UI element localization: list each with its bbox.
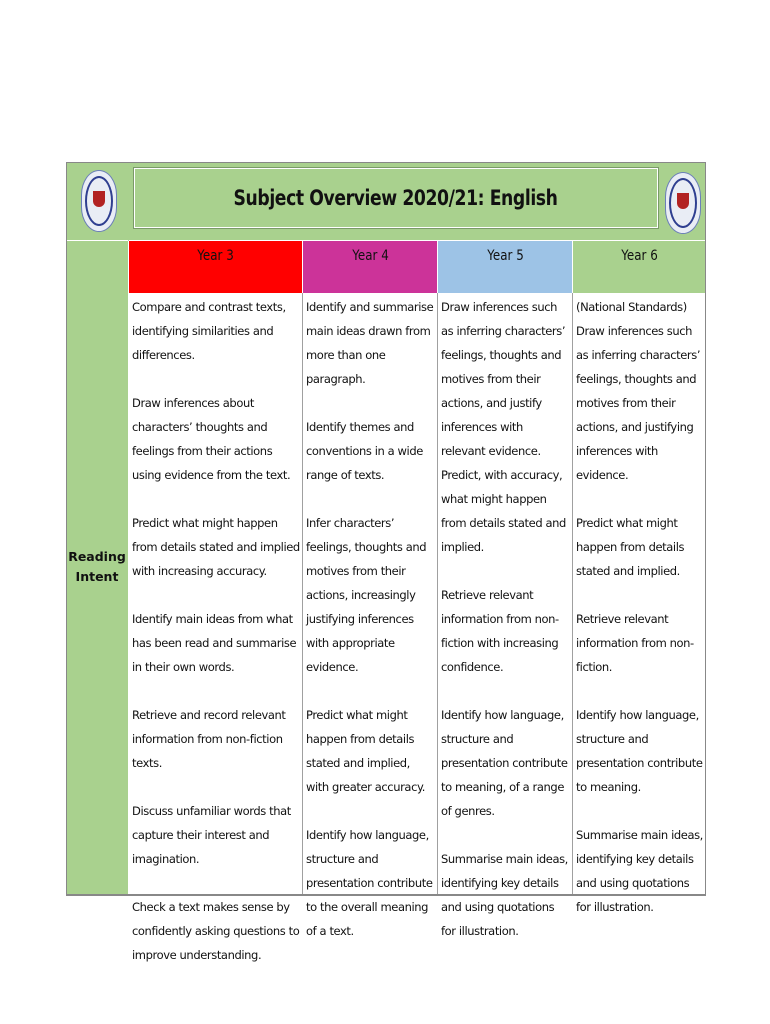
year-6-column [573, 293, 706, 914]
row-label-line: Intent [75, 569, 119, 584]
objective: Summarise main ideas, identifying key details and using quotations for illustration. [576, 828, 703, 914]
year-3-column [129, 293, 303, 962]
objective: Identify and summarise main ideas drawn from more than one paragraph. [306, 300, 434, 386]
year-5-label: Year 5 [486, 248, 524, 264]
row-label-cell [66, 241, 128, 895]
objective: Check a text makes sense by confidently asking questions to improve understanding. [132, 900, 300, 962]
year-4-objectives [306, 295, 435, 943]
objective: Predict, with accuracy, what might happen from details stated and implied. [441, 468, 566, 554]
header-right-cell [662, 162, 706, 240]
year-3-header [129, 241, 302, 293]
table-border-bottom [66, 894, 706, 896]
title-banner [134, 168, 658, 228]
objective: Identify themes and conventions in a wide range of texts. [306, 420, 423, 482]
crest-shield [677, 193, 689, 209]
objective: Retrieve relevant information from non-fiction with increasing confidence. [441, 588, 559, 674]
objective: Identify main ideas from what has been read and summarise in their own words. [132, 612, 297, 674]
row-label [66, 547, 128, 587]
objective: Identify how language, structure and presentation contribute to the overall meaning of a text. [306, 828, 433, 938]
year-4-column [303, 293, 438, 938]
year-6-label: Year 6 [621, 248, 658, 264]
header-left-cell [66, 162, 129, 241]
year-6-header [573, 241, 706, 293]
objective: Predict what might happen from details stated and implied with increasing accuracy. [132, 516, 300, 578]
table-border-left [66, 162, 67, 896]
year-6-objectives [576, 295, 704, 919]
page-title: Subject Overview 2020/21: English [234, 186, 558, 210]
year-4-label: Year 4 [351, 248, 389, 264]
objective: Identify how language, structure and presentation contribute to meaning, of a range of genres. [441, 708, 568, 818]
objective: Discuss unfamiliar words that capture their interest and imagination. [132, 804, 291, 866]
objective: Identify how language, structure and presentation contribute to meaning. [576, 708, 703, 794]
year-5-objectives [441, 295, 570, 943]
objective: Predict what might happen from details stated and implied. [576, 516, 685, 578]
objective: (National Standards) Draw inferences such as inferring characters’ feelings, thoughts and motives from their actions, and justifying inferences with evidence. [576, 300, 701, 482]
objective: Summarise main ideas, identifying key details and using quotations for illustration. [441, 852, 568, 938]
year-5-header [438, 241, 572, 293]
row-label-line: Reading [68, 549, 126, 564]
subject-overview-table [66, 162, 706, 962]
objective: Compare and contrast texts, identifying similarities and differences. [132, 300, 286, 362]
school-crest-icon [665, 172, 701, 234]
objective: Draw inferences about characters’ thoughts and feelings from their actions using evidence from the text. [132, 396, 291, 482]
objective: Retrieve and record relevant information from non-fiction texts. [132, 708, 286, 770]
year-4-header [303, 241, 437, 293]
year-3-label: Year 3 [197, 248, 234, 264]
school-crest-icon [81, 170, 117, 232]
objective: Predict what might happen from details stated and implied, with greater accuracy. [306, 708, 426, 794]
year-5-column [438, 293, 573, 938]
table-border-top [66, 162, 706, 163]
table-border-right [705, 162, 706, 896]
title-cell [128, 162, 662, 240]
objective: Infer characters’ feelings, thoughts and motives from their actions, increasingly justifying inferences with appropriate evidence. [306, 516, 427, 674]
objective: Draw inferences such as inferring characters’ feelings, thoughts and motives from their actions, and justify inferences with relevant evidence. [441, 300, 566, 458]
year-3-objectives [132, 295, 300, 967]
crest-shield [93, 191, 105, 207]
objective: Retrieve relevant information from non-fiction. [576, 612, 694, 674]
